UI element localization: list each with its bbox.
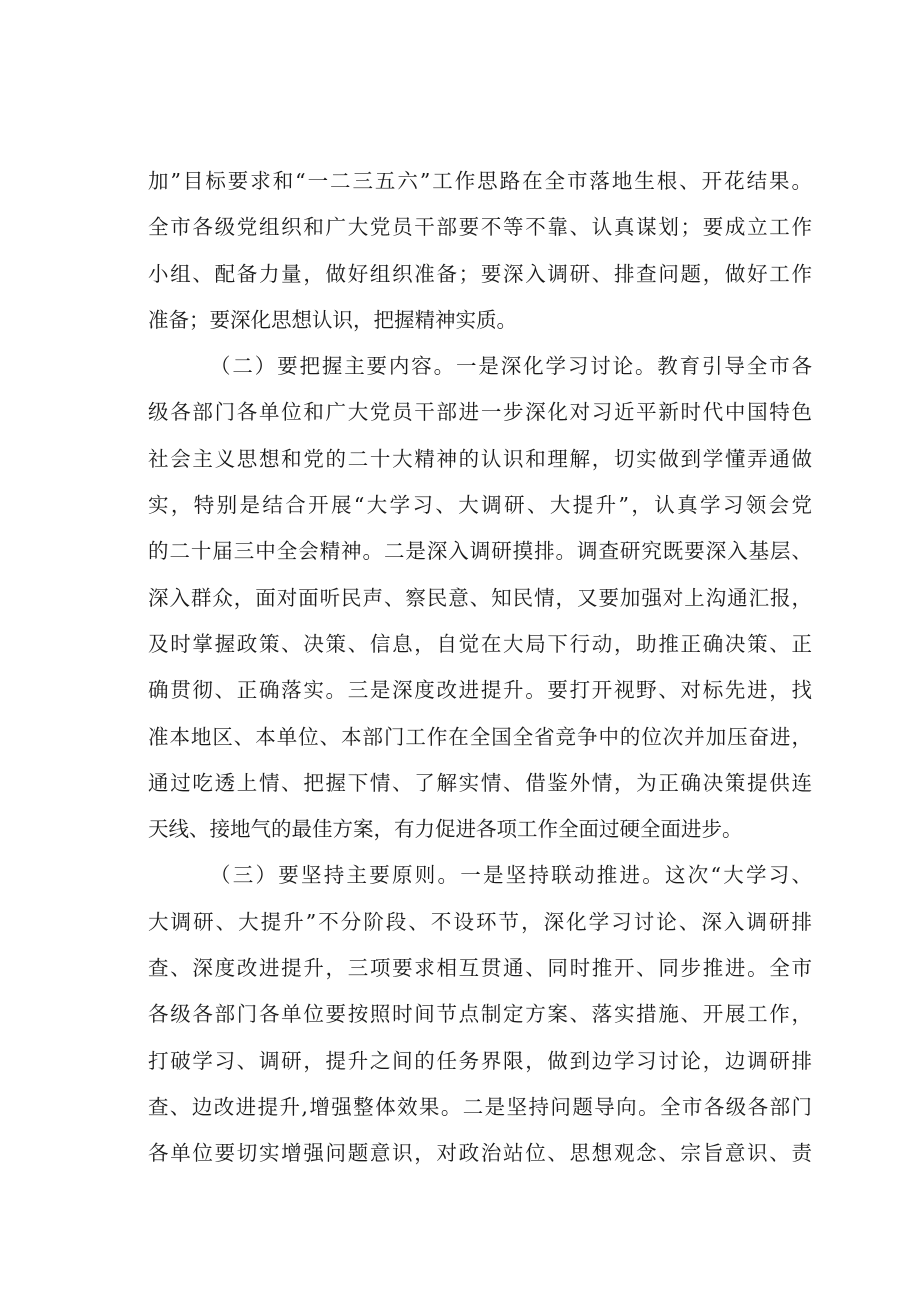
text-line: 实，特别是结合开展“大学习、大调研、大提升”，认真学习领会党 [148, 493, 812, 518]
text-line: 深入群众，面对面听民声、察民意、知民情，又要加强对上沟通汇报， [148, 585, 812, 610]
text-line: 各单位要切实增强问题意识，对政治站位、思想观念、宗旨意识、责 [148, 1141, 812, 1166]
text-line: 全市各级党组织和广大党员干部要不等不靠、认真谋划；要成立工作 [148, 215, 812, 240]
text-line: 的二十届三中全会精神。二是深入调研摸排。调查研究既要深入基层、 [148, 539, 812, 564]
text-line: （二）要把握主要内容。一是深化学习讨论。教育引导全市各 [210, 354, 812, 379]
text-line: 确贯彻、正确落实。三是深度改进提升。要打开视野、对标先进，找 [148, 678, 812, 703]
text-line: 天线、接地气的最佳方案，有力促进各项工作全面过硬全面进步。 [148, 817, 743, 842]
text-line: （三）要坚持主要原则。一是坚持联动推进。这次“大学习、 [210, 863, 812, 888]
text-line: 通过吃透上情、把握下情、了解实情、借鉴外情，为正确决策提供连 [148, 770, 812, 795]
text-line: 加”目标要求和“一二三五六”工作思路在全市落地生根、开花结果。 [148, 169, 812, 193]
text-line: 打破学习、调研，提升之间的任务界限，做到边学习讨论，边调研排 [148, 1048, 812, 1073]
text-line: 查、深度改进提升，三项要求相互贯通、同时推开、同步推进。全市 [148, 956, 812, 981]
document-body [148, 158, 812, 1177]
text-line: 大调研、大提升”不分阶段、不设环节，深化学习讨论、深入调研排 [148, 909, 812, 934]
text-line: 级各部门各单位和广大党员干部进一步深化对习近平新时代中国特色 [148, 400, 812, 425]
text-line: 各级各部门各单位要按照时间节点制定方案、落实措施、开展工作， [148, 1002, 812, 1027]
text-line: 社会主义思想和党的二十大精神的认识和理解，切实做到学懂弄通做 [148, 446, 812, 471]
text-line: 查、边改进提升,增强整体效果。二是坚持问题导向。全市各级各部门 [148, 1094, 812, 1119]
text-line: 及时掌握政策、决策、信息，自觉在大局下行动，助推正确决策、正 [148, 631, 812, 656]
text-line: 准备；要深化思想认识，把握精神实质。 [148, 307, 517, 332]
text-line: 准本地区、本单位、本部门工作在全国全省竞争中的位次并加压奋进， [148, 724, 812, 749]
text-line: 小组、配备力量，做好组织准备；要深入调研、排查问题，做好工作 [148, 261, 812, 286]
